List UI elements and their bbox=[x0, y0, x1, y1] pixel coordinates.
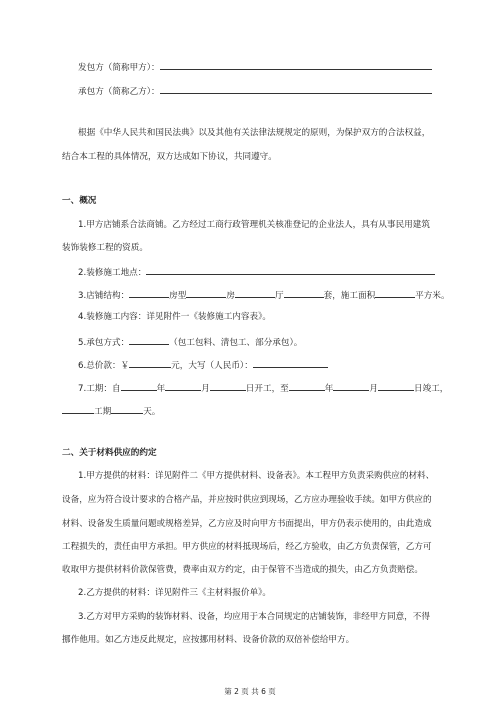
location-blank[interactable] bbox=[146, 265, 435, 275]
rooms-blank[interactable] bbox=[186, 288, 226, 298]
s2-p3-line-1: 3.乙方对甲方采购的装饰材料、设备，均应用于本合同规定的店铺装饰，非经甲方同意，不得 bbox=[78, 612, 430, 622]
s2-p1-line-3: 材料、设备发生质量问题或规格差异，乙方应及时向甲方书面提出，甲方仍表示使用的，由此造成 bbox=[62, 519, 432, 529]
end-year-blank[interactable] bbox=[289, 381, 325, 391]
s2-p1-line-4: 工程损失的，责任由甲方承担。甲方供应的材料抵现场后，经乙方验收，由乙方负责保管，乙方可 bbox=[62, 542, 432, 552]
item-7-row-2 bbox=[62, 404, 160, 418]
item-3-text-e: 套，施工面积 bbox=[323, 291, 376, 301]
item-5-label: 5.承包方式： bbox=[78, 338, 130, 348]
start-month-blank[interactable] bbox=[165, 381, 201, 391]
start-year-blank[interactable] bbox=[121, 381, 157, 391]
party-a-label: 发包方（简称甲方）： bbox=[78, 63, 160, 73]
halls-blank[interactable] bbox=[235, 288, 275, 298]
s2-p1-line-2: 设备，应为符合设计要求的合格产品，并应按时供应到现场，乙方应办理验收手续。如甲方供应的 bbox=[62, 495, 432, 505]
intro-line-1: 根据《中华人民共和国民法典》以及其他有关法律法规规定的原则，为保护双方的合法权益， bbox=[78, 128, 431, 138]
item-7-label: 7.工期：自 bbox=[78, 384, 121, 394]
contract-mode-blank[interactable] bbox=[129, 335, 169, 345]
item-1-line-1: 1.甲方店铺系合法商铺。乙方经过工商行政管理机关核准登记的企业法人，具有从事民用建筑 bbox=[78, 220, 430, 230]
end-day-blank[interactable] bbox=[378, 381, 414, 391]
item-7-period: 工期 bbox=[94, 407, 112, 417]
period-days-blank[interactable] bbox=[111, 404, 143, 414]
party-b-blank[interactable] bbox=[160, 84, 432, 94]
item-7-end-month: 月 bbox=[369, 384, 378, 394]
item-3-text-b: 房型 bbox=[169, 291, 187, 301]
item-7-row bbox=[78, 381, 448, 395]
item-5-options: （包工包料、清包工、部分承包）。 bbox=[169, 338, 303, 348]
item-3-text-c: 房 bbox=[226, 291, 235, 301]
section-2-heading: 二、关于材料供应的约定 bbox=[62, 448, 157, 458]
start-day-blank[interactable] bbox=[210, 381, 246, 391]
item-3-label: 3.店铺结构： bbox=[78, 291, 130, 301]
room-type-blank[interactable] bbox=[129, 288, 169, 298]
item-6-label: 6.总价款：￥ bbox=[78, 361, 130, 371]
end-month-blank[interactable] bbox=[333, 381, 369, 391]
item-2-label: 2.装修施工地点： bbox=[78, 268, 147, 278]
item-7-days: 天。 bbox=[143, 407, 161, 417]
s2-p3-line-2: 挪作他用。如乙方违反此规定，应按挪用材料、设备价款的双倍补偿给甲方。 bbox=[62, 635, 355, 645]
section-1-heading: 一、概况 bbox=[62, 196, 97, 206]
party-b-row bbox=[78, 84, 432, 98]
price-words-blank[interactable] bbox=[253, 358, 328, 368]
item-5-row bbox=[78, 335, 302, 349]
item-7-start-text: 日开工，至 bbox=[245, 384, 289, 394]
item-6-row bbox=[78, 358, 328, 372]
intro-line-2: 结合本工程的具体情况，双方达成如下协议，共同遵守。 bbox=[62, 152, 277, 162]
party-b-label: 承包方（简称乙方）： bbox=[78, 87, 160, 97]
party-a-row bbox=[78, 60, 432, 74]
area-blank[interactable] bbox=[375, 288, 415, 298]
period-prefix-blank[interactable] bbox=[62, 404, 94, 414]
item-7-end-year: 年 bbox=[324, 384, 334, 394]
s2-p1-line-1: 1.甲方提供的材料：详见附件二《甲方提供材料、设备表》。本工程甲方负责采购供应的材料、 bbox=[78, 471, 435, 481]
party-a-blank[interactable] bbox=[160, 60, 432, 70]
item-7-month: 月 bbox=[201, 384, 210, 394]
item-6-text: 元，大写（人民币）： bbox=[171, 361, 253, 371]
s2-p1-line-5: 收取甲方提供材料价款保管费，费率由双方约定，由于保管不当造成的损失，由乙方负责赔偿。 bbox=[62, 565, 423, 575]
item-7-end-text: 日竣工， bbox=[414, 384, 449, 394]
item-7-year: 年 bbox=[156, 384, 166, 394]
item-3-text-d: 厅 bbox=[274, 291, 284, 301]
item-3-row bbox=[78, 288, 450, 302]
s2-p2: 2.乙方提供的材料：详见附件三《主材料报价单》。 bbox=[78, 588, 271, 598]
item-1-line-2: 装饰装修工程的资质。 bbox=[62, 243, 148, 253]
item-2-row bbox=[78, 265, 435, 279]
item-3-text-f: 平方米。 bbox=[415, 291, 450, 301]
page-footer: 第 2 页 共 6 页 bbox=[224, 687, 276, 696]
price-number-blank[interactable] bbox=[129, 358, 171, 368]
suite-blank[interactable] bbox=[284, 288, 324, 298]
item-4: 4.装修施工内容：详见附件一《装修施工内容表》。 bbox=[78, 312, 271, 322]
